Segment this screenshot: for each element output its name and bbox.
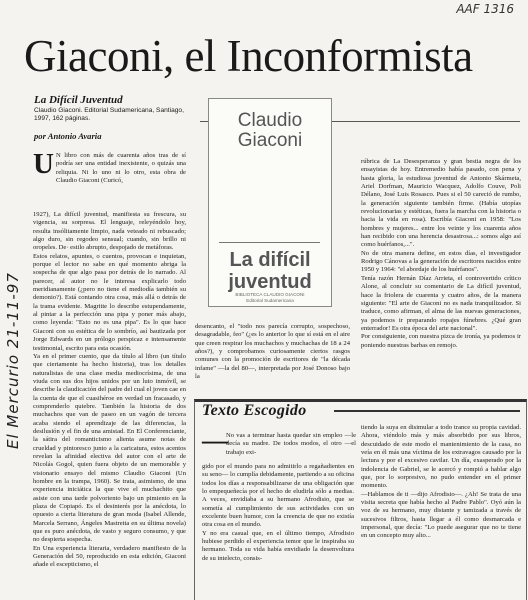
review-column-1-intro: N libro con más de cuarenta años tras de sí podría ser una entidad inexistente, o quizás una reliquia. Ni lo uno ni lo otro, esta obra de Claudio Giaconi (Curicó,	[56, 152, 186, 185]
side-date-stamp	[1, 150, 23, 450]
excerpt-column-2: tiendo la suya en disimular a todo trance su propia cavidad. Ahora, viéndolo más y más absorbido por sus libros, descuidado de este modo el mantenimiento de la casa, no veía en él más una víctima de los extravagos causado por la lectura y por el excesivo cavilar. Un día, exasperado por la indolencia de Gabriel, se le acercó y rompió a hablar algo que, por lo sorpresivo, no pudo entender en el primer momento. —Hablamos de ti —dijo Afrodisio—. ¿Ah! Se trata de una visita secreta que había hecho al Padre Pablo". Oyó aún la voz de su hermano, muy distante y tamizada a través de sucesivos filtros, hasta llegar a él como desmarcada e impersonal, que decía: "Lo puede asegurar que no te tiene en un concepto muy alto...	[361, 424, 521, 540]
drop-cap: U	[33, 148, 54, 180]
handwritten-margin-note: AAF 1316	[456, 2, 514, 16]
excerpt-heading: Texto Escogido	[202, 402, 307, 419]
cover-author-first: Claudio	[237, 110, 303, 131]
book-meta: Claudio Giaconi. Editorial Sudamericana, Santiago, 1997, 162 páginas.	[34, 107, 184, 122]
excerpt-column-1-intro: No vas a terminar hasta quedar sin empleo —le decía su madre. De todos modos, el otro —el trabajo exi-	[226, 432, 356, 456]
cover-title: La difícil juventud	[228, 249, 312, 293]
excerpt-column-1: gido por el mundo para no admitirlo a regañadientes en su seno— lo cumplía debidamente, partiendo a su oficina todos los días a responsabilizarse de una obligación que lo empequeñecía por el hecho de eludirla sólo a medias. A veces, envidiaba a su hermano Afrodisio, que se sometía al cumplimiento de sus actividades con un excelente buen humor, con la creencia de que no existía otra cosa en el mundo. Y no era casual que, en el último tiempo, Afrodisio hubiese perdido el experiencia temor que le inspiraba su hermano. Toda su vida había envidiado la desenvoltura de su intelecto, consis-	[202, 463, 354, 562]
review-column-3: rúbrica de La Desesperanza y gran bestia negra de los ensayistas de hoy. Entremedio había pasado, con pena y hasta gloria, la estudiosa juventud de Antonio Skármeta, Ariel Dorfman, Mauricio Wacquez, Adolfo Couve, Poli Délano, José Luis Rosasco. Pues si el 50 careció de rumbo, la generación siguiente también firme. (Había utopías revolucionarias y estéticas, fuera la marcha con la historia o hacia la vida en rosa). Escribía Giaconi en 1958: "Los hombres y mujeres... entre los veinte y los cuarenta años han recibido con una herencia desastrosa...: somos algo así como huérfanos,...". No de otra manera define, en estos días, el investigador Rodrigo Cánovas a la generación de escritores nacidos entre 1950 y 1964: "el abordaje de los huérfanos". Tenía razón Hernán Díaz Arrieta, el controvertido crítico Alone, al concluir su comentario de La difícil juventud, hace la friolera de cuarenta y cuatro años, de la manera siguiente: "El arte de Giaconi no es nada tranquilizador. Si traduce, como afirman, el alma de las nuevas generaciones, ya podemos ir preparando ropajes fúnebres. ¿Qué gran enterrador! Es otra época del arte nacional". Por consiguiente, con nuestra pizca de ironía, ya podemos ir poniendo nuestras barbas en remojo.	[361, 158, 521, 349]
side-date-stamp-text: El Mercurio 21-11-97	[4, 272, 22, 449]
book-title: La Difícil Juventud	[34, 94, 123, 106]
excerpt-rule	[334, 410, 520, 412]
review-column-2: desencanto, el "todo nos parecía corrupto, sospechoso, desagradable, feo" (¿es lo anterior lo que sí está en el aire que creen respirar los muchachos y muchachas de 18 a 24 años?), y comprobamos curiosamente ciertos rasgos comunes con la promoción de escritores de "la década infame" —la del 80—, interpretada por José Donoso bajo la	[195, 323, 350, 381]
book-cover-image	[208, 98, 332, 307]
cover-publisher: BIBLIOTECA CLAUDIO GIACONI Editorial Sudamericana	[235, 292, 305, 303]
page-title: Giaconi, el Inconformista	[24, 31, 473, 81]
excerpt-dash: —	[202, 426, 228, 455]
cover-author-last: Giaconi	[237, 130, 303, 151]
review-author: por Antonio Avaria	[34, 131, 102, 141]
cover-rule	[219, 242, 320, 243]
review-column-1: 1927), La difícil juventud, manifiesta su frescura, su vigencia, su sorpresa. El lenguaje, releyéndolo hoy, resulta insólitamente limpio, nada veteado ni rebuscado; algo duro, sin regodeo sensual; cuando, sin brillo ni oropeles. De· estilo abrupto, despojado de metáforas. Estos relatos, apuntes, o cuentos, provocan e inquietan, porque el lector no sabe en qué momento abriga la sospecha de que algo pasa por detrás de lo narrado. Al parecer, al autor no le interesa explicarlo todo meridianamente (¿pero no tiene el mediodía también su demonio?). Está contando otra cosa, más allá o detrás de la trama evidente. Magritte lo describe estupendamente, al pintar a la perfección una pipa y poner más abajo, como leyenda: "Esto no es una pipa". Es lo que hace Giaconi con su estética de lo sombrío, así bautizada por Jorge Edwards en un prólogo perspicaz e intensamente testimonial, escrito para esta ocasión. Ya en el primer cuento, que da título al libro (un título que ciertamente ha hecho historia), tras los detalles naturalistas de una clase media mediocrísima, de una viuda con sus dos hijos unidos por un luto inmóvil, se describe la claudicación del padre del cual el joven cae en la cuenta de que el cuasihéroe en verdad un fracasado, y comprenderlo quiebre. También la historia de dos muchachos que van de paseo en un vagón de tercera acaba siendo el aprendizaje de las diferencias, la desilusión y el fin de una amistad. En El Conferenciante, la sátira del romanticismo alienta asume notas de crueldad y pintoresco junto a la caricatura, estos acentos revelan la afinidad electiva del autor con el arte de Nicolás Gogol, quien fuera objeto de un memorable y visionario ensayo del mismo Claudio Giaconi (Un hombre en la trampa, 1960). Se trata, asimismo, de una experiencia iniciática la que vive el muchachito que asiste con una tarde polvoriento bajo un pimiento en la plaza de Copiapó. Es el desinterés por la anécdota, lo opuesto a cierta literatura de gran moda (Isabel Allende, Marcela Serrano, Ángeles Mastretta en su última novela) que es puro anécdota, de vasto y seguro consumo, y que no despierta sospecha. En Una experiencia literaria, verdadero manifiesto de la Generación del 50, reproducido en esta edición, Giaconi añade el escepticismo, el	[33, 211, 186, 569]
